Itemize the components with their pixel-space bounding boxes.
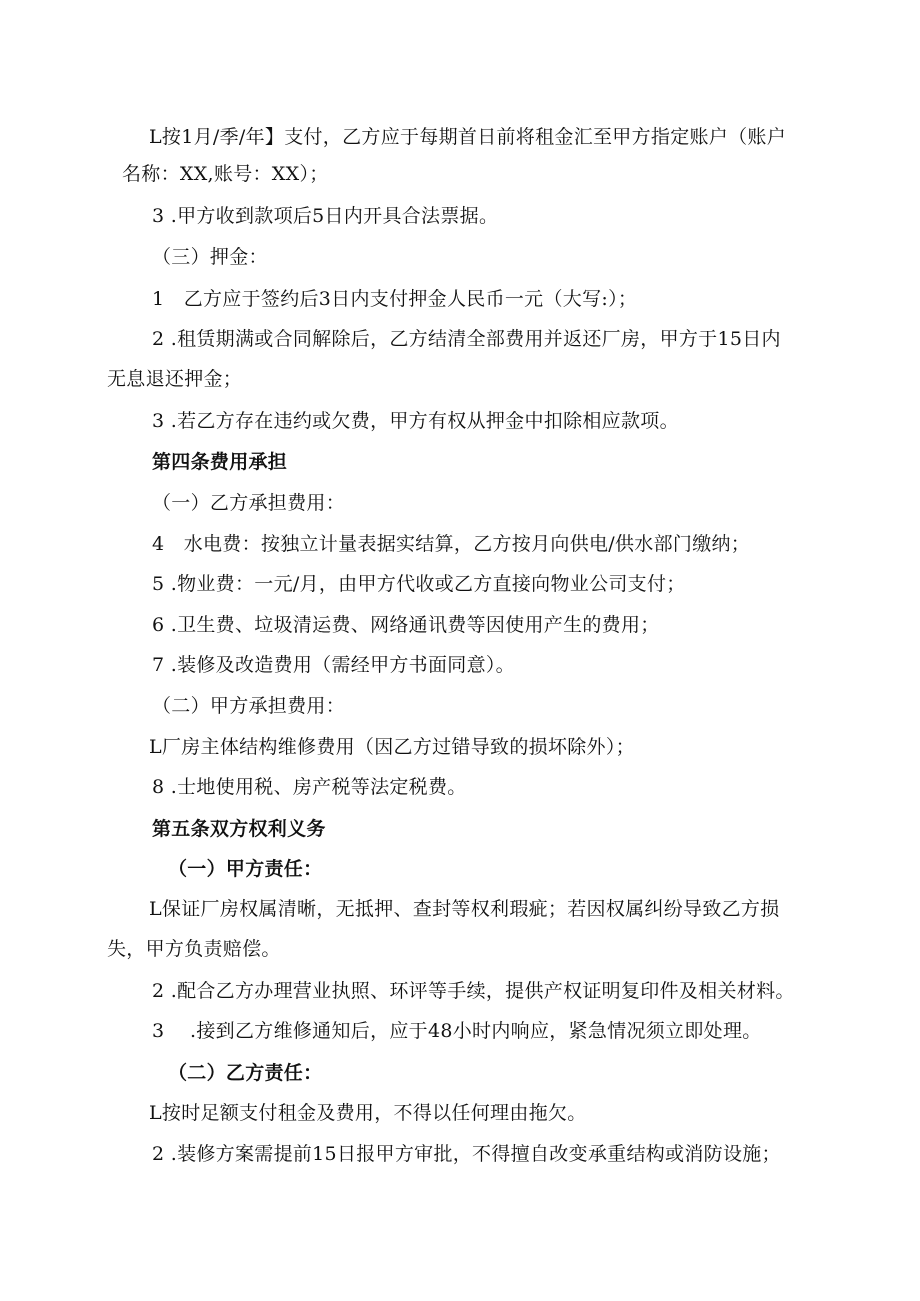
section-heading: （一）甲方责任：: [168, 858, 323, 880]
section-heading: （三）押金：: [152, 246, 268, 268]
text-line: L按时足额支付租金及费用，不得以任何理由拖欠。: [149, 1102, 587, 1124]
text-line: 无息退还押金；: [107, 368, 243, 390]
text-line: 3 .接到乙方维修通知后，应于48小时内响应，紧急情况须立即处理。: [152, 1020, 762, 1042]
text-line: 4 水电费：按独立计量表据实结算，乙方按月向供电/供水部门缴纳；: [152, 533, 751, 555]
text-line: 名称：XX,账号：XX）；: [122, 163, 329, 185]
section-heading: （一）乙方承担费用：: [152, 492, 346, 514]
text-line: 3 .甲方收到款项后5日内开具合法票据。: [152, 205, 499, 227]
text-line: L厂房主体结构维修费用（因乙方过错导致的损坏除外）；: [149, 736, 635, 758]
text-line: 2 .装修方案需提前15日报甲方审批，不得擅自改变承重结构或消防设施；: [152, 1143, 781, 1165]
text-line: 3 .若乙方存在违约或欠费，甲方有权从押金中扣除相应款项。: [152, 410, 679, 432]
text-line: 2 .配合乙方办理营业执照、环评等手续，提供产权证明复印件及相关材料。: [152, 980, 795, 1002]
text-line: 8 .士地使用税、房产税等法定税费。: [152, 776, 467, 798]
text-line: L保证厂房权属清晰，无抵押、查封等权利瑕疵；若因权属纠纷导致乙方损: [149, 898, 780, 920]
text-line: 5 .物业费：一元/月，由甲方代收或乙方直接向物业公司支付；: [152, 573, 686, 595]
text-line: 失，甲方负责赔偿。: [107, 938, 281, 960]
section-heading: （二）乙方责任：: [168, 1062, 323, 1084]
text-line: 7 .装修及改造费用（需经甲方书面同意）。: [152, 654, 515, 676]
article-heading: 第五条双方权利义务: [152, 818, 326, 840]
section-heading: （二）甲方承担费用：: [152, 695, 346, 717]
text-line: 6 .卫生费、垃圾清运费、网络通讯费等因使用产生的费用；: [152, 614, 660, 636]
article-heading: 第四条费用承担: [152, 451, 288, 473]
text-line: 2 .租赁期满或合同解除后，乙方结清全部费用并返还厂房，甲方于15日内: [152, 328, 781, 350]
text-line: L按1月/季/年】支付，乙方应于每期首日前将租金汇至甲方指定账户（账户: [149, 126, 787, 148]
text-line: 1 乙方应于签约后3日内支付押金人民币一元（大写:）；: [152, 288, 638, 310]
